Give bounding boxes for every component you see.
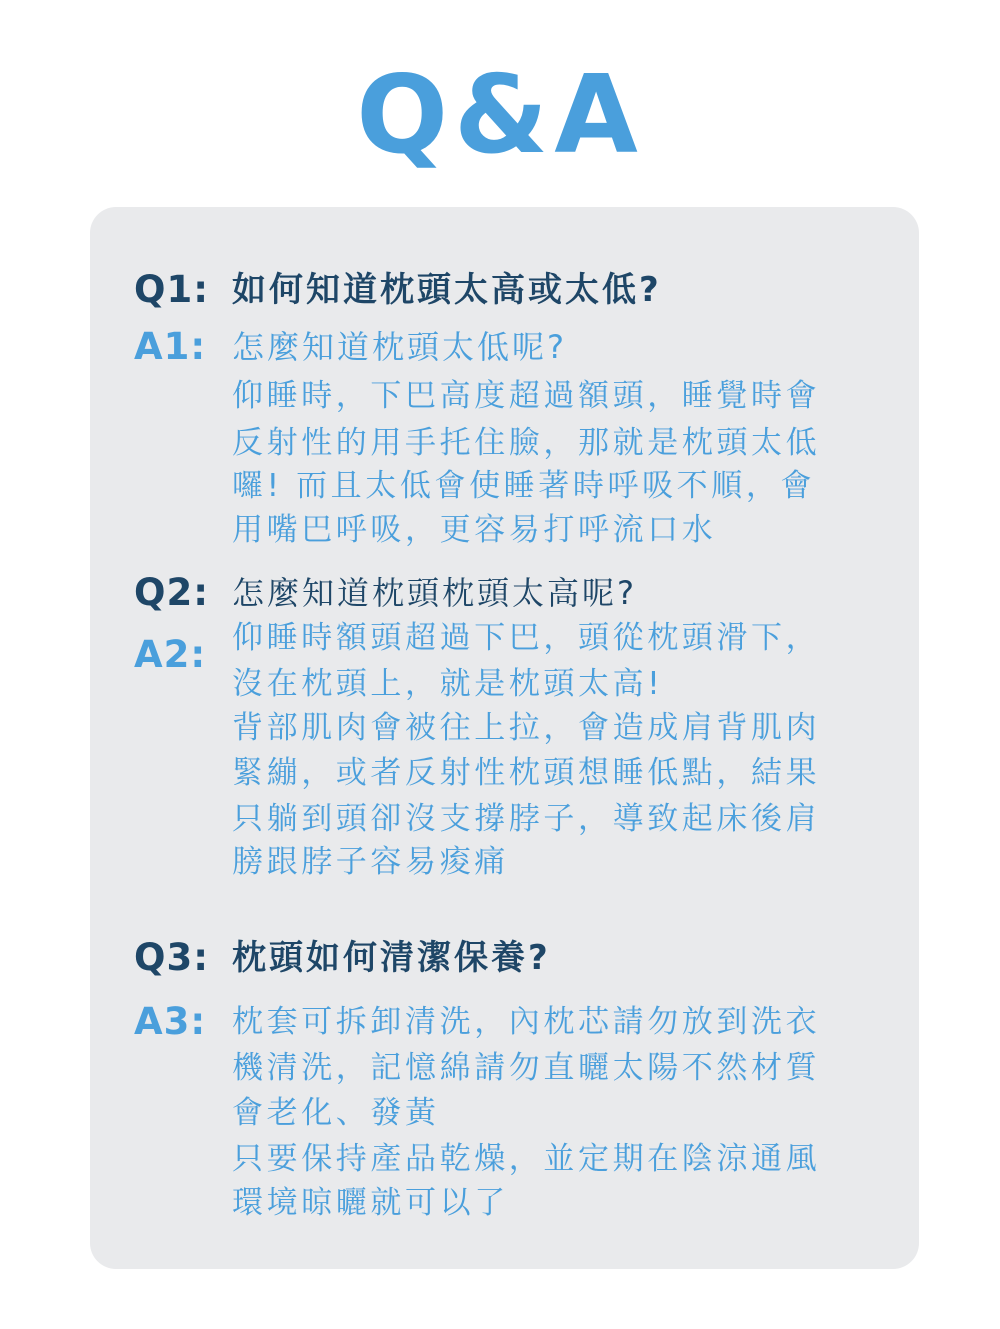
answer-1-line: 仰睡時，下巴高度超過額頭，睡覺時會 bbox=[232, 378, 821, 414]
answer-3-line: 機清洗，記憶綿請勿直曬太陽不然材質 bbox=[232, 1050, 821, 1086]
page-title: Q&A bbox=[356, 53, 644, 178]
answer-1-line: 囉! 而且太低會使睡著時呼吸不順，會 bbox=[232, 468, 816, 504]
answer-1-label: A1: bbox=[134, 325, 207, 368]
answer-1-line: 反射性的用手托住臉，那就是枕頭太低 bbox=[232, 425, 821, 461]
answer-2-line: 緊繃，或者反射性枕頭想睡低點，結果 bbox=[232, 755, 821, 791]
answer-2-line: 背部肌肉會被往上拉，會造成肩背肌肉 bbox=[232, 710, 821, 746]
answer-2-line: 沒在枕頭上，就是枕頭太高! bbox=[232, 666, 664, 702]
answer-2-line: 仰睡時額頭超過下巴，頭從枕頭滑下， bbox=[232, 620, 821, 656]
answer-1-line: 怎麼知道枕頭太低呢? bbox=[232, 328, 567, 366]
answer-3-line: 會老化、發黃 bbox=[232, 1095, 440, 1131]
question-3-label: Q3: bbox=[134, 936, 209, 979]
answer-2-line: 只躺到頭卻沒支撐脖子，導致起床後肩 bbox=[232, 801, 821, 837]
question-3-text: 枕頭如何清潔保養? bbox=[232, 938, 551, 978]
answer-2-label: A2: bbox=[134, 633, 207, 676]
answer-3-line: 環境晾曬就可以了 bbox=[232, 1185, 509, 1221]
answer-3-label: A3: bbox=[134, 1000, 207, 1043]
question-1-text: 如何知道枕頭太高或太低? bbox=[232, 270, 662, 310]
question-1-label: Q1: bbox=[134, 268, 209, 311]
question-2-text: 怎麼知道枕頭枕頭太高呢? bbox=[232, 574, 637, 612]
answer-2-line: 膀跟脖子容易痠痛 bbox=[232, 844, 509, 880]
answer-3-line: 只要保持產品乾燥，並定期在陰涼通風 bbox=[232, 1141, 821, 1177]
answer-1-line: 用嘴巴呼吸，更容易打呼流口水 bbox=[232, 512, 717, 548]
question-2-label: Q2: bbox=[134, 571, 209, 614]
answer-3-line: 枕套可拆卸清洗，內枕芯請勿放到洗衣 bbox=[232, 1004, 821, 1040]
